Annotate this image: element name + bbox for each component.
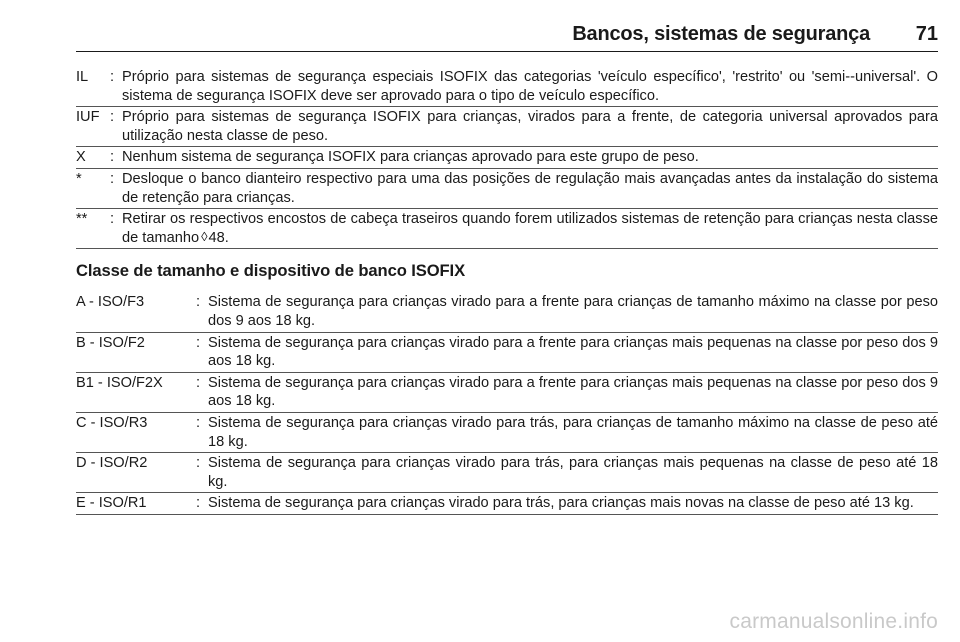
legend-row-il (76, 67, 938, 107)
size-class-colon: : (196, 414, 201, 431)
legend-row-iuf (76, 107, 938, 147)
size-row-c (76, 413, 938, 453)
size-class-description: Sistema de segurança para crianças virado para trás, para crianças mais pequenas na classe de peso até 18 kg. (208, 455, 938, 490)
running-header (76, 0, 938, 52)
legend-colon: : (110, 109, 115, 126)
size-class-term: D - ISO/R2 (76, 455, 148, 472)
isofix-size-class-list (76, 292, 938, 515)
legend-description: Nenhum sistema de segurança ISOFIX para crianças aprovado para este grupo de peso. (122, 149, 699, 166)
legend-colon: : (110, 149, 115, 166)
size-row-b1 (76, 373, 938, 413)
legend-row-asterisk (76, 169, 938, 209)
size-class-colon: : (196, 455, 201, 472)
manual-page (76, 0, 938, 515)
legend-term: * (76, 170, 82, 187)
size-class-term: E - ISO/R1 (76, 495, 147, 512)
legend-term: ** (76, 211, 88, 228)
size-class-colon: : (196, 374, 201, 391)
chapter-title: Bancos, sistemas de segurança (572, 23, 870, 45)
size-class-description: Sistema de segurança para crianças virado para a frente para crianças de tamanho máximo na classe por peso dos 9 aos 18 kg. (208, 294, 938, 329)
size-row-b (76, 333, 938, 373)
watermark: carmanualsonline.info (729, 610, 938, 633)
legend-term: X (76, 149, 86, 166)
size-class-term: B - ISO/F2 (76, 334, 145, 351)
legend-description (122, 210, 938, 247)
legend-term: IUF (76, 109, 100, 126)
page-number: 71 (915, 23, 938, 45)
size-class-description: Sistema de segurança para crianças virado para a frente para crianças mais pequenas na classe por peso dos 9 aos 18 kg. (208, 374, 938, 410)
size-class-colon: : (196, 294, 201, 311)
size-class-colon: : (196, 495, 201, 512)
size-class-term: B1 - ISO/F2X (76, 374, 163, 391)
page-reference-icon: ◊ (201, 228, 208, 244)
size-class-term: C - ISO/R3 (76, 414, 148, 431)
legend-description: Desloque o banco dianteiro respectivo para uma das posições de regulação mais avançadas antes da instalação do sistema de retenção para crianças. (122, 170, 938, 206)
legend-description-text: Retirar os respectivos encostos de cabeça traseiros quando forem utilizados sistemas de retenção para crianças nesta classe de tamanho (122, 211, 938, 246)
legend-description: Próprio para sistemas de segurança ISOFIX para crianças, virados para a frente, de categoria universal aprovados para utilização nesta classe de peso. (122, 109, 938, 144)
size-class-description: Sistema de segurança para crianças virado para a frente para crianças mais pequenas na classe por peso dos 9 aos 18 kg. (208, 334, 938, 370)
legend-colon: : (110, 170, 115, 187)
legend-row-x (76, 147, 938, 169)
legend-colon: : (110, 211, 115, 228)
size-class-colon: : (196, 334, 201, 351)
legend-description: Próprio para sistemas de segurança especiais ISOFIX das categorias 'veículo específico', 'restrito' ou 'semi--universal'. O sistema de segurança ISOFIX deve ser aprovado para o tipo de veículo específico. (122, 69, 938, 104)
page-reference-link[interactable]: 48. (208, 229, 229, 246)
section-heading: Classe de tamanho e dispositivo de banco ISOFIX (76, 261, 466, 281)
size-row-e (76, 493, 938, 515)
legend-term: IL (76, 69, 89, 85)
size-row-a (76, 292, 938, 332)
legend-row-double-asterisk (76, 209, 938, 249)
isofix-legend-list (76, 67, 938, 249)
size-row-d (76, 453, 938, 493)
size-class-description: Sistema de segurança para crianças virado para trás, para crianças mais novas na classe de peso até 13 kg. (208, 495, 914, 512)
size-class-term: A - ISO/F3 (76, 294, 145, 311)
legend-colon: : (110, 69, 115, 85)
size-class-description: Sistema de segurança para crianças virado para trás, para crianças de tamanho máximo na classe de peso até 18 kg. (208, 414, 938, 450)
